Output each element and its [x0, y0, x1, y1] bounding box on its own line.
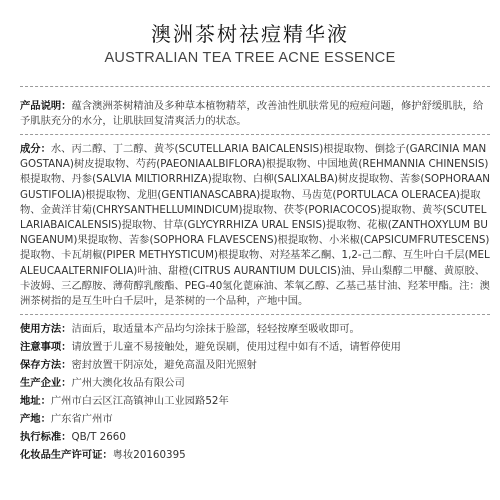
- origin-label: 产地：: [20, 413, 51, 425]
- license-row: [20, 448, 490, 463]
- usage-row: [20, 322, 490, 337]
- divider-middle: [20, 134, 490, 135]
- address-row: [20, 394, 490, 409]
- address-label: 地址：: [20, 395, 51, 407]
- storage-row: [20, 358, 490, 373]
- divider-bottom: [20, 314, 490, 315]
- description-text: 蕴含澳洲茶树精油及多种草本植物精萃，改善油性肌肤常见的痘痘问题，修护舒缓肌肤，给予肌肤充分的水分，让肌肤回复清爽活力的状态。: [20, 100, 484, 128]
- storage-value: 密封放置干阴凉处，避免高温及阳光照射: [71, 359, 257, 371]
- address-value: 广州市白云区江高镇神山工业园路52年: [50, 395, 229, 407]
- license-label: 化妆品生产许可证：: [20, 449, 113, 461]
- description-label: 产品说明：: [20, 100, 72, 112]
- product-description: [20, 99, 490, 129]
- product-title-en: AUSTRALIAN TEA TREE ACNE ESSENCE: [104, 50, 396, 66]
- license-value: 粤妆20160395: [112, 449, 186, 461]
- usage-value: 洁面后，取适量本产品均匀涂抹于脸部，轻轻按摩至吸收即可。: [71, 323, 360, 335]
- product-title-cn: 澳洲茶树祛痘精华液: [151, 22, 349, 46]
- ingredients-text: 水、丙二醇、丁二醇、黄芩(SCUTELLARIA BAICALENSIS)根提取物、倒捻子(GARCINIA MANGOSTANA)树皮提取物、芍药(PAEONIAALBIFLORA)根提取物、中国地黄(REHMANNIA CHINENSIS)根提取物、丹参(SALVIA MILTIORRHIZA)提取物、白柳(SALIXALBA)树皮提取物、苦参(SOPHORAANGUSTIFOLIA)根提取物、龙胆(GENTIANASCABRA)提取物、马齿苋(PORTULACA OLERACEA)提取物、金黄洋甘菊(CHRYSANTHELLUMINDICUM)提取物、茯苓(PORIACOCOS)提取物、黄芩(SCUTELLARIABAICALENSIS)提取物、甘草(GLYCYRRHIZA URAL ENSIS)提取物、花椒(ZANTHOXYLUM BUNGEANUM)果提取物、苦参(SOPHORA FLAVESCENS)根提取物、小米椒(CAPSICUMFRUTESCENS)提取物、卡瓦胡椒(PIPER METHYSTICUM)根提取物、对羟基苯乙酮、1,2-己二醇、互生叶白千层(MELALEUCAALTERNIFOLIA)叶油、甜橙(CITRUS AURANTIUM DULCIS)油、异山梨醇二甲醚、黄原胶、卡波姆、三乙醇胺、薄荷醇乳酸酯、PEG-40氢化蓖麻油、苯氧乙醇、乙基己基甘油、羟苯甲酯。注：澳洲茶树指的是互生叶白千层叶，是茶树的一个品种，产地中国。: [20, 143, 490, 308]
- caution-value: 请放置于儿童不易接触处，避免误刷，使用过程中如有不适，请暂停使用: [71, 341, 401, 353]
- standard-value: QB/T 2660: [71, 431, 126, 443]
- storage-label: 保存方法：: [20, 359, 72, 371]
- standard-row: [20, 430, 490, 445]
- ingredients-label: 成分：: [20, 143, 51, 155]
- manufacturer-value: 广州大澳化妆品有限公司: [71, 377, 185, 389]
- origin-value: 广东省广州市: [50, 413, 113, 425]
- divider-top: [20, 86, 490, 87]
- ingredients-section: [20, 142, 490, 309]
- caution-row: [20, 340, 490, 355]
- caution-label: 注意事项：: [20, 341, 72, 353]
- standard-label: 执行标准：: [20, 431, 72, 443]
- manufacturer-label: 生产企业：: [20, 377, 72, 389]
- usage-label: 使用方法：: [20, 323, 72, 335]
- manufacturer-row: [20, 376, 490, 391]
- origin-row: [20, 412, 490, 427]
